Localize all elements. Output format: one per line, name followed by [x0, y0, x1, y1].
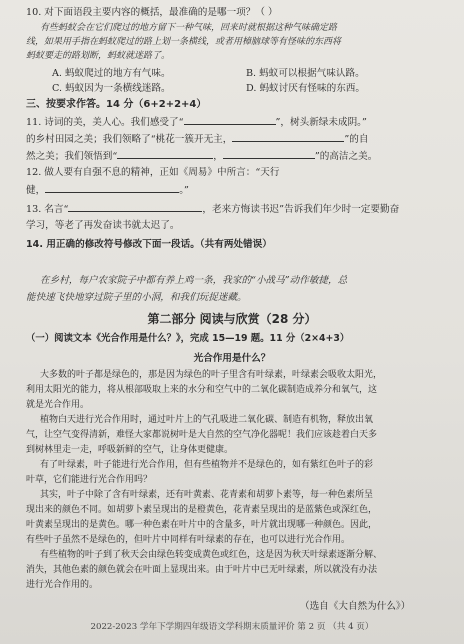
q12-line1: 12. 做人要有自强不息的精神，正如《周易》中所言：“天行	[26, 167, 280, 178]
q10-option-c[interactable]: C. 蚂蚁因为一条横线迷路。	[52, 83, 171, 94]
article-line: 利用太阳光的能力，将从根部吸取上来的水分和空气中的二氧化碳制造成养分和氧气，这	[26, 385, 378, 395]
q10-option-b[interactable]: B. 蚂蚁可以根据气味认路。	[246, 68, 365, 79]
article-line: 大多数的叶子都是绿色的，那是因为绿色的叶子里含有叶绿素，叶绿素会吸收太阳光，	[40, 370, 383, 380]
article-line: 有了叶绿素，叶子能进行光合作用，但有些植物并不是绿色的，如有紫红色叶子的彩	[40, 460, 374, 470]
q10-passage-line: 线，如果用手指在蚂蚁爬过的路上划一条横线，或者用樟脑球等有怪味的东西将	[26, 37, 342, 47]
q11-text: ”，树头新绿未成阴。”	[275, 117, 367, 128]
article-line: 叶黄素呈现出的是黄色。哪一种色素在叶片中的含量多，叶片就出现哪一种颜色。因此，	[26, 520, 378, 530]
q11-line2	[26, 132, 446, 146]
page-footer: 2022-2023 学年下学期四年级语文学科期末质量评价 第 2 页 （共 4 页）	[90, 622, 374, 632]
q11-blank-2[interactable]	[232, 132, 344, 142]
q10-option-d[interactable]: D. 蚂蚁讨厌有怪味的东西。	[246, 83, 365, 94]
article-line: 进行光合作用的。	[26, 580, 99, 590]
q14-text-line[interactable]: 在乡村，每户农家院子中都有养上鸡一条，我家的“小战马”动作敏捷，总	[40, 275, 348, 286]
q12-blank[interactable]	[45, 183, 179, 193]
article-line: 气，让空气变得清新，难怪大家都说树叶是大自然的空气净化器呢！我们应该趁着白天多	[26, 430, 378, 440]
q13-text: ，老来方悔读书迟”告诉我们年少时一定要勤奋	[202, 204, 400, 215]
q10-question: 10. 对下面语段主要内容的概括，最准确的是哪一项？（ ）	[26, 7, 278, 18]
article-line: 植物白天进行光合作用时，通过叶片上的气孔吸进二氧化碳、制造有机物，释放出氧	[40, 415, 374, 425]
article-line: 叶草，它们能进行光合作用吗？	[26, 475, 153, 485]
q14-text-line[interactable]: 能快速飞快地穿过院子里的小洞，和我们玩捉迷藏。	[26, 292, 247, 303]
article-line: 有些植物的叶子到了秋天会由绿色转变成黄色或红色，这是因为秋天叶绿素逐渐分解、	[40, 550, 383, 560]
q11-text: 11. 诗词的美，美人心。我们感受了“	[26, 117, 184, 128]
part2-subheading: （一）阅读文本《光合作用是什么？》，完成 15—19 题。11 分（2×4+3）	[26, 333, 350, 344]
q11-blank-3[interactable]	[117, 149, 213, 159]
article-title: 光合作用是什么？	[193, 353, 271, 364]
article-line: 有些叶子虽然不是绿色的，但叶片中同样有叶绿素的存在，也可以进行光合作用。	[26, 535, 351, 545]
q13-line1	[26, 202, 446, 216]
article-line: 到树林里走一走，呼吸新鲜的空气，让身体更健康。	[26, 445, 234, 455]
article-line: 现出来的颜色不同。如胡萝卜素呈现出的是橙黄色，花青素呈现出的是蓝紫色或深红色，	[26, 505, 378, 515]
article-source: （选自《大自然为什么》）	[300, 601, 411, 612]
q11-line3	[26, 149, 446, 163]
q11-text: ”的自	[344, 134, 369, 145]
q12-text: 。”	[179, 185, 189, 196]
q11-text: 的乡村田园之美；我们领略了“桃花一簇开无主，	[26, 134, 233, 145]
q13-text: 13. 名言“	[26, 204, 69, 215]
q14-heading: 14. 用正确的修改符号修改下面一段话。（共有两处错误）	[26, 239, 272, 250]
q10-passage-line: 蚂蚁要走的路划断，蚂蚁就迷路了。	[26, 51, 171, 61]
q11-blank-4[interactable]	[223, 149, 315, 159]
q11-line1	[26, 115, 446, 129]
article-line: 其实，叶子中除了含有叶绿素，还有叶黄素、花青素和胡萝卜素等，每一种色素所呈	[40, 490, 374, 500]
q11-text: ，	[213, 151, 223, 162]
q10-option-a[interactable]: A. 蚂蚁爬过的地方有气味。	[52, 68, 171, 79]
q12-line2	[26, 183, 446, 197]
section3-heading: 三、按要求作答。14 分（6+2+2+4）	[26, 99, 207, 110]
q11-text: ”的高洁之美。	[314, 151, 378, 162]
q13-line2: 学习，等老了再发奋读书就太迟了。	[26, 220, 180, 231]
article-line: 就是光合作用。	[26, 400, 90, 410]
part2-title: 第二部分 阅读与欣赏（28 分）	[147, 312, 317, 326]
q12-text: 健，	[26, 185, 46, 196]
q11-blank-1[interactable]	[184, 115, 276, 125]
q11-text: 然之美；我们领悟到“	[26, 151, 118, 162]
article-line: 消失，其他色素的颜色就会在叶面上显现出来。由于叶片中已无叶绿素，所以就没有办法	[26, 565, 378, 575]
q13-blank[interactable]	[68, 202, 202, 212]
q10-passage-line: 有些蚂蚁会在它们爬过的地方留下一种气味，回来时就根据这种气味确定路	[40, 23, 338, 33]
